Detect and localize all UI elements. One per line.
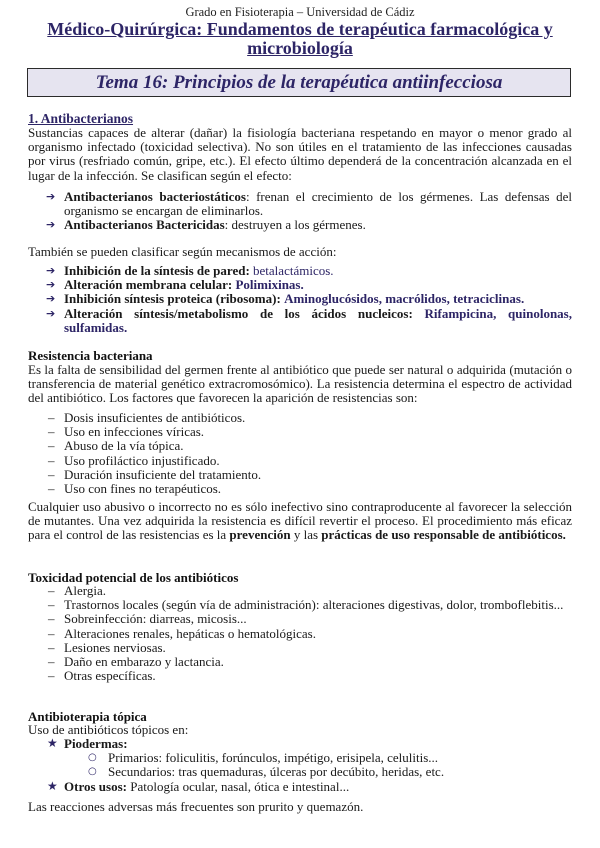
- subject-title: Médico-Quirúrgica: Fundamentos de terapéutica farmacológica y microbiología: [47, 19, 553, 58]
- pyoderma-text: Secundarios: tras quemaduras, úlceras por decúbito, heridas, etc.: [108, 764, 445, 780]
- list-item: [28, 737, 572, 780]
- list-item: [28, 411, 572, 425]
- factor-text: Duración insuficiente del tratamiento.: [64, 466, 262, 482]
- list-item: [28, 292, 572, 306]
- toxicity-text: Alergia.: [64, 583, 106, 598]
- dash-icon: –: [48, 583, 55, 598]
- closing-text: y las: [290, 527, 322, 543]
- dash-icon: –: [48, 625, 55, 641]
- effect-list: [28, 190, 572, 233]
- resistance-closing: [28, 500, 572, 543]
- mechanism-list: [28, 264, 572, 335]
- arrow-icon: ➔: [46, 306, 56, 320]
- list-item: [64, 751, 572, 765]
- list-item: [28, 584, 572, 598]
- star-icon: ★: [47, 736, 58, 750]
- dash-icon: –: [48, 410, 55, 425]
- list-item: [28, 612, 572, 626]
- list-item: [28, 655, 572, 669]
- mechanism-intro: También se pueden clasificar según mecanismos de acción:: [28, 244, 337, 259]
- list-item: [28, 468, 572, 482]
- list-item: [28, 641, 572, 655]
- mechanism-drugs: Polimixinas.: [235, 277, 304, 293]
- list-item: [28, 627, 572, 641]
- list-item: [28, 780, 572, 794]
- toxicity-text: Sobreinfección: diarreas, micosis...: [64, 611, 247, 627]
- topical-use-list: [28, 737, 572, 794]
- arrow-icon: ➔: [46, 218, 56, 232]
- list-item: [28, 454, 572, 468]
- circle-icon: ○: [88, 752, 97, 764]
- other-uses-label: Otros usos:: [64, 778, 127, 794]
- toxicity-text: Daño en embarazo y lactancia.: [64, 654, 224, 670]
- other-uses-text: Patología ocular, nasal, ótica e intestinal...: [126, 778, 350, 794]
- dash-icon: –: [48, 438, 55, 454]
- list-item: [28, 482, 572, 496]
- closing-emphasis: prevención: [229, 527, 291, 543]
- dash-icon: –: [48, 597, 55, 613]
- section-heading-topica: Antibioterapia tópica: [28, 709, 147, 724]
- section-heading-antibacterianos: 1. Antibacterianos: [28, 111, 134, 126]
- toxicity-text: Trastornos locales (según vía de administración): alteraciones digestivas, dolor, tromboflebitis...: [64, 597, 564, 613]
- section-heading-resistencia: Resistencia bacteriana: [28, 348, 153, 363]
- mechanism-term: Inhibición de la síntesis de pared:: [64, 263, 250, 278]
- dash-icon: –: [48, 452, 55, 468]
- circle-icon: ○: [88, 766, 97, 778]
- toxicity-list: [28, 584, 572, 683]
- resistance-factor-list: [28, 411, 572, 496]
- list-item: [28, 190, 572, 218]
- effect-text: : frenan el crecimiento de los gérmenes. Las defensas del organismo se encargan de eliminarlos.: [64, 189, 572, 219]
- toxicity-text: Otras específicas.: [64, 668, 156, 684]
- factor-text: Uso en infecciones víricas.: [64, 424, 205, 440]
- dash-icon: –: [48, 668, 55, 684]
- dash-icon: –: [48, 424, 55, 440]
- arrow-icon: ➔: [46, 292, 56, 306]
- factor-text: Uso profiláctico injustificado.: [64, 452, 220, 468]
- pyoderma-label: Piodermas:: [64, 736, 128, 751]
- mechanism-drugs: Rifampicina, quinolonas, sulfamidas.: [64, 305, 572, 335]
- list-item: [28, 669, 572, 683]
- pyoderma-sublist: [64, 751, 572, 779]
- topical-closing: Las reacciones adversas más frecuentes son prurito y quemazón.: [28, 799, 364, 814]
- mechanism-term: Alteración síntesis/metabolismo de los ácidos nucleicos:: [64, 305, 413, 321]
- closing-text: Cualquier uso abusivo o incorrecto no es sólo inefectivo sino contraproducente al favorecer la selección de mutantes. Una vez adquirida la resistencia es difícil revertir el proceso. El procedimiento más eficaz para el control de las resistencias es la: [28, 499, 572, 543]
- dash-icon: –: [48, 639, 55, 655]
- list-item: [28, 218, 572, 232]
- effect-text: : destruyen a los gérmenes.: [224, 217, 366, 233]
- toxicity-text: Lesiones nerviosas.: [64, 639, 166, 655]
- effect-term: Antibacterianos bacteriostáticos: [64, 189, 246, 204]
- dash-icon: –: [48, 466, 55, 482]
- dash-icon: –: [48, 481, 55, 497]
- star-icon: ★: [47, 778, 58, 793]
- effect-term: Antibacterianos Bactericidas: [64, 217, 225, 233]
- mechanism-drugs: Aminoglucósidos, macrólidos, tetraciclinas.: [284, 291, 525, 307]
- topical-intro: Uso de antibióticos tópicos en:: [28, 722, 189, 737]
- arrow-icon: ➔: [46, 264, 56, 277]
- list-item: [28, 278, 572, 292]
- dash-icon: –: [48, 611, 55, 627]
- list-item: [28, 598, 572, 612]
- factor-text: Dosis insuficientes de antibióticos.: [64, 410, 246, 425]
- antibacterianos-intro: Sustancias capaces de alterar (dañar) la fisiología bacteriana respetando en mayor o menor grado al organismo infectado (toxicidad selectiva). No son útiles en el tratamiento de las infecciones causadas por virus (resfriado común, gripe, etc.). El efecto último dependerá de la concentración alcanzada en el lugar de la infección. Se clasifican según el efecto:: [28, 125, 572, 183]
- list-item: [28, 439, 572, 453]
- mechanism-drugs: betalactámicos.: [253, 263, 334, 278]
- section-heading-toxicidad: Toxicidad potencial de los antibióticos: [28, 570, 239, 585]
- closing-emphasis: prácticas de uso responsable de antibióticos.: [321, 527, 566, 543]
- toxicity-text: Alteraciones renales, hepáticas o hematológicas.: [64, 625, 316, 641]
- pyoderma-text: Primarios: foliculitis, forúnculos, impétigo, erisipela, celulitis...: [108, 750, 439, 766]
- arrow-icon: ➔: [46, 278, 56, 292]
- resistance-text: Es la falta de sensibilidad del germen frente al antibiótico que puede ser natural o adquirida (mutación o transferencia de material genético extracromosómico). La resistencia determina el espectro de actividad del antibiótico. Los factores que favorecen la aparición de resistencias son:: [28, 362, 572, 406]
- factor-text: Abuso de la vía tópica.: [64, 438, 184, 454]
- factor-text: Uso con fines no terapéuticos.: [64, 481, 222, 497]
- mechanism-term: Inhibición síntesis proteica (ribosoma):: [64, 291, 281, 307]
- mechanism-term: Alteración membrana celular:: [64, 277, 233, 293]
- topic-banner: Tema 16: Principios de la terapéutica antiinfecciosa: [27, 68, 571, 97]
- list-item: [28, 264, 572, 278]
- course-header: Grado en Fisioterapia – Universidad de Cádiz: [185, 5, 415, 19]
- list-item: [64, 765, 572, 779]
- list-item: [28, 307, 572, 335]
- arrow-icon: ➔: [46, 190, 56, 203]
- dash-icon: –: [48, 654, 55, 670]
- list-item: [28, 425, 572, 439]
